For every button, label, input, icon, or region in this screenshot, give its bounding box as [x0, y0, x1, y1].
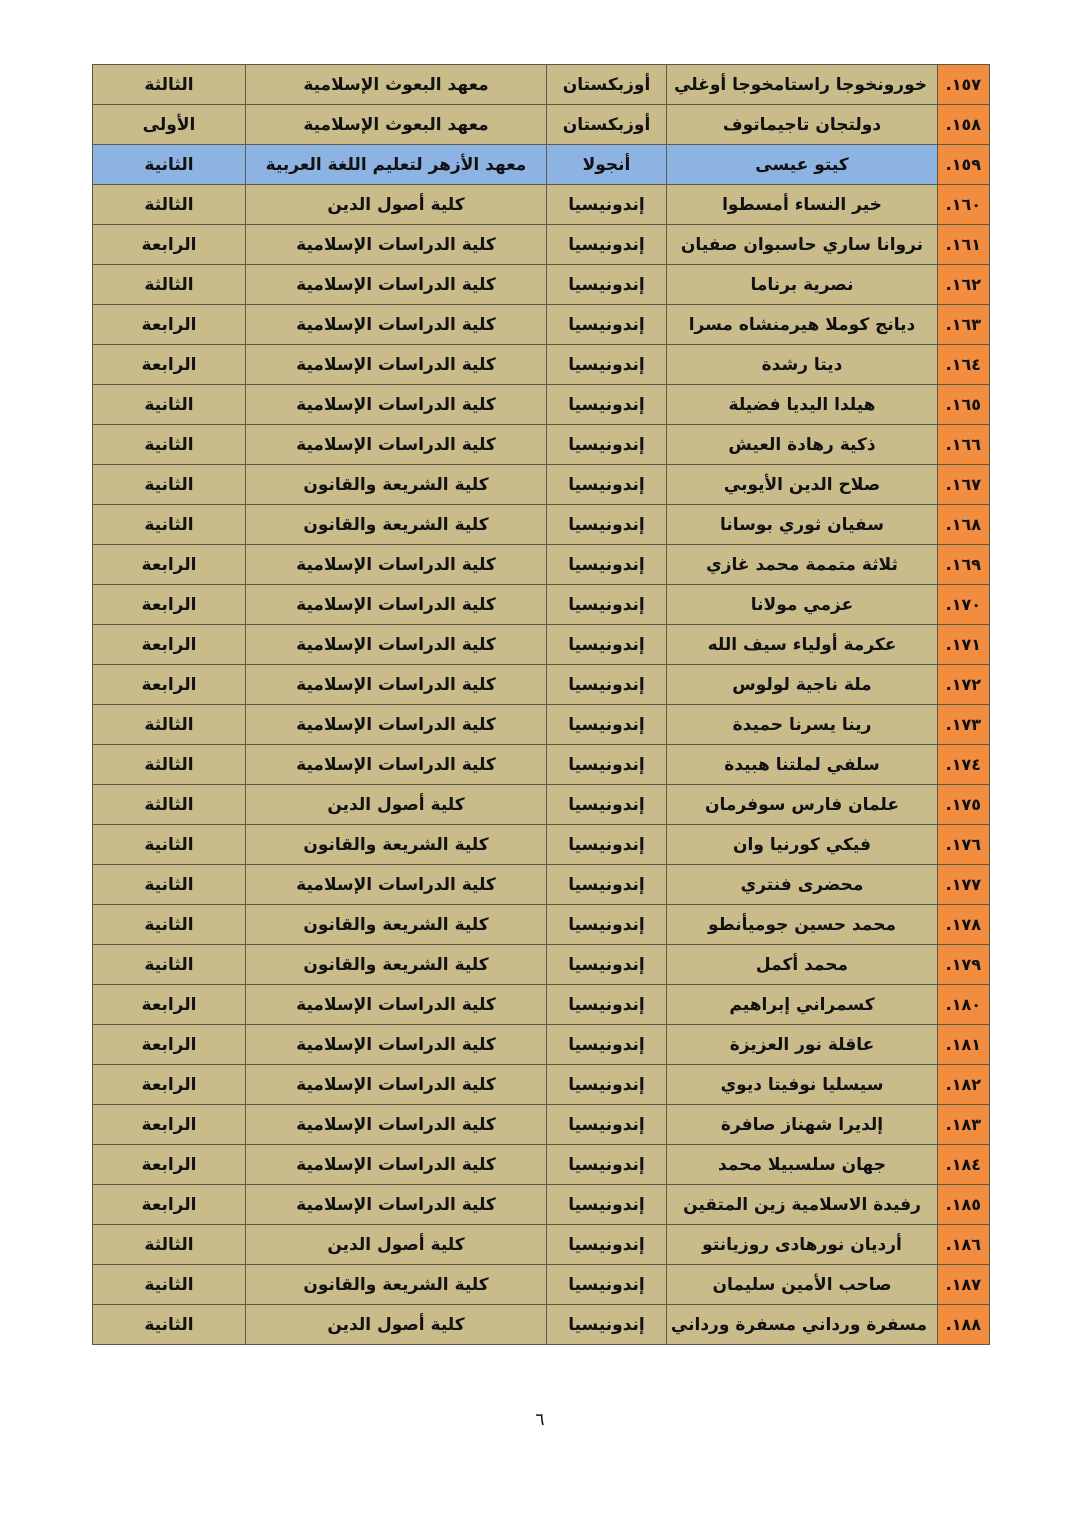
- college-cell: كلية الدراسات الإسلامية: [246, 865, 547, 905]
- row-number-cell: ١٨٧.: [938, 1265, 990, 1305]
- student-name-cell: نروانا ساري حاسبوان صفيان: [667, 225, 938, 265]
- country-cell: إندونيسيا: [547, 225, 667, 265]
- college-cell: معهد الأزهر لتعليم اللغة العربية: [246, 145, 547, 185]
- row-number-cell: ١٨٣.: [938, 1105, 990, 1145]
- college-cell: كلية الدراسات الإسلامية: [246, 545, 547, 585]
- student-name-cell: أرديان نورهادى روزيانتو: [667, 1225, 938, 1265]
- row-number-cell: ١٥٧.: [938, 65, 990, 105]
- academic-year-cell: الثانية: [93, 465, 246, 505]
- academic-year-cell: الثالثة: [93, 265, 246, 305]
- row-number-cell: ١٦٦.: [938, 425, 990, 465]
- table-row: [93, 985, 990, 1025]
- academic-year-cell: الرابعة: [93, 345, 246, 385]
- student-name-cell: هيلدا اليديا فضيلة: [667, 385, 938, 425]
- country-cell: إندونيسيا: [547, 265, 667, 305]
- row-number-cell: ١٧٣.: [938, 705, 990, 745]
- academic-year-cell: الرابعة: [93, 1025, 246, 1065]
- college-cell: معهد البعوث الإسلامية: [246, 65, 547, 105]
- academic-year-cell: الثانية: [93, 945, 246, 985]
- table-row: [93, 705, 990, 745]
- table-row: [93, 825, 990, 865]
- table-row: [93, 785, 990, 825]
- college-cell: كلية الدراسات الإسلامية: [246, 985, 547, 1025]
- academic-year-cell: الرابعة: [93, 625, 246, 665]
- college-cell: كلية الشريعة والقانون: [246, 825, 547, 865]
- row-number-cell: ١٧١.: [938, 625, 990, 665]
- academic-year-cell: الثانية: [93, 145, 246, 185]
- row-number-cell: ١٦٢.: [938, 265, 990, 305]
- college-cell: كلية الدراسات الإسلامية: [246, 305, 547, 345]
- row-number-cell: ١٦٧.: [938, 465, 990, 505]
- table-row: [93, 505, 990, 545]
- row-number-cell: ١٧٥.: [938, 785, 990, 825]
- table-row: [93, 905, 990, 945]
- row-number-cell: ١٨٦.: [938, 1225, 990, 1265]
- student-name-cell: محمد حسين جوميأنطو: [667, 905, 938, 945]
- table-row: [93, 1105, 990, 1145]
- row-number-cell: ١٨٨.: [938, 1305, 990, 1345]
- academic-year-cell: الرابعة: [93, 225, 246, 265]
- academic-year-cell: الرابعة: [93, 985, 246, 1025]
- country-cell: إندونيسيا: [547, 585, 667, 625]
- student-name-cell: دولتجان تاجيماتوف: [667, 105, 938, 145]
- student-name-cell: ديانج كوملا هيرمنشاه مسرا: [667, 305, 938, 345]
- academic-year-cell: الرابعة: [93, 665, 246, 705]
- student-name-cell: مسفرة ورداني مسفرة ورداني: [667, 1305, 938, 1345]
- row-number-cell: ١٧٨.: [938, 905, 990, 945]
- row-number-cell: ١٧٧.: [938, 865, 990, 905]
- college-cell: كلية الشريعة والقانون: [246, 505, 547, 545]
- student-name-cell: محضرى فنتري: [667, 865, 938, 905]
- academic-year-cell: الرابعة: [93, 1185, 246, 1225]
- table-row: [93, 185, 990, 225]
- academic-year-cell: الرابعة: [93, 545, 246, 585]
- student-name-cell: صلاح الدين الأيوبي: [667, 465, 938, 505]
- academic-year-cell: الثانية: [93, 385, 246, 425]
- academic-year-cell: الثانية: [93, 505, 246, 545]
- academic-year-cell: الثالثة: [93, 65, 246, 105]
- student-name-cell: خير النساء أمسطوا: [667, 185, 938, 225]
- country-cell: إندونيسيا: [547, 1105, 667, 1145]
- academic-year-cell: الرابعة: [93, 1105, 246, 1145]
- country-cell: أوزبكستان: [547, 65, 667, 105]
- student-name-cell: ديتا رشدة: [667, 345, 938, 385]
- academic-year-cell: الثالثة: [93, 1225, 246, 1265]
- table-row: [93, 865, 990, 905]
- table-row: [93, 225, 990, 265]
- college-cell: كلية الشريعة والقانون: [246, 945, 547, 985]
- row-number-cell: ١٦٩.: [938, 545, 990, 585]
- country-cell: إندونيسيا: [547, 825, 667, 865]
- table-row: [93, 265, 990, 305]
- row-number-cell: ١٦١.: [938, 225, 990, 265]
- page-number: ٦: [535, 1410, 545, 1430]
- table-row: [93, 1025, 990, 1065]
- country-cell: إندونيسيا: [547, 465, 667, 505]
- table-row: [93, 1225, 990, 1265]
- academic-year-cell: الثانية: [93, 905, 246, 945]
- table-row: [93, 425, 990, 465]
- table-row: [93, 665, 990, 705]
- college-cell: كلية الدراسات الإسلامية: [246, 1025, 547, 1065]
- country-cell: إندونيسيا: [547, 345, 667, 385]
- college-cell: كلية الدراسات الإسلامية: [246, 1105, 547, 1145]
- table-row: [93, 1265, 990, 1305]
- college-cell: كلية الدراسات الإسلامية: [246, 1065, 547, 1105]
- table-row: [93, 465, 990, 505]
- row-number-cell: ١٥٨.: [938, 105, 990, 145]
- row-number-cell: ١٨٤.: [938, 1145, 990, 1185]
- country-cell: إندونيسيا: [547, 945, 667, 985]
- academic-year-cell: الثانية: [93, 1265, 246, 1305]
- student-name-cell: صاحب الأمين سليمان: [667, 1265, 938, 1305]
- student-name-cell: سلفي لملتنا هبيدة: [667, 745, 938, 785]
- academic-year-cell: الأولى: [93, 105, 246, 145]
- academic-year-cell: الثالثة: [93, 785, 246, 825]
- country-cell: إندونيسيا: [547, 625, 667, 665]
- country-cell: إندونيسيا: [547, 705, 667, 745]
- college-cell: كلية الدراسات الإسلامية: [246, 385, 547, 425]
- academic-year-cell: الثالثة: [93, 185, 246, 225]
- table-row: [93, 625, 990, 665]
- row-number-cell: ١٦٤.: [938, 345, 990, 385]
- country-cell: إندونيسيا: [547, 905, 667, 945]
- table-row: [93, 105, 990, 145]
- country-cell: إندونيسيا: [547, 425, 667, 465]
- row-number-cell: ١٨٢.: [938, 1065, 990, 1105]
- student-name-cell: محمد أكمل: [667, 945, 938, 985]
- student-name-cell: إلديرا شهناز صافرة: [667, 1105, 938, 1145]
- country-cell: إندونيسيا: [547, 865, 667, 905]
- academic-year-cell: الرابعة: [93, 1065, 246, 1105]
- table-row: [93, 1305, 990, 1345]
- student-name-cell: كسمراني إبراهيم: [667, 985, 938, 1025]
- country-cell: إندونيسيا: [547, 1025, 667, 1065]
- student-name-cell: عاقلة نور العزيزة: [667, 1025, 938, 1065]
- college-cell: كلية الدراسات الإسلامية: [246, 265, 547, 305]
- college-cell: كلية أصول الدين: [246, 1225, 547, 1265]
- country-cell: إندونيسيا: [547, 1185, 667, 1225]
- country-cell: إندونيسيا: [547, 665, 667, 705]
- student-name-cell: جهان سلسبيلا محمد: [667, 1145, 938, 1185]
- student-name-cell: رفيدة الاسلامية زين المتقين: [667, 1185, 938, 1225]
- student-name-cell: ذكية رهادة العيش: [667, 425, 938, 465]
- student-name-cell: ثلاثة متممة محمد غازي: [667, 545, 938, 585]
- student-name-cell: ملة ناجية لولوس: [667, 665, 938, 705]
- academic-year-cell: الثانية: [93, 1305, 246, 1345]
- college-cell: كلية أصول الدين: [246, 185, 547, 225]
- country-cell: إندونيسيا: [547, 785, 667, 825]
- country-cell: إندونيسيا: [547, 385, 667, 425]
- college-cell: كلية الدراسات الإسلامية: [246, 585, 547, 625]
- academic-year-cell: الثانية: [93, 825, 246, 865]
- academic-year-cell: الرابعة: [93, 1145, 246, 1185]
- country-cell: إندونيسيا: [547, 1145, 667, 1185]
- table-row: [93, 1145, 990, 1185]
- country-cell: إندونيسيا: [547, 1265, 667, 1305]
- college-cell: كلية الدراسات الإسلامية: [246, 1185, 547, 1225]
- college-cell: كلية الشريعة والقانون: [246, 905, 547, 945]
- table-row: [93, 1185, 990, 1225]
- college-cell: كلية الشريعة والقانون: [246, 465, 547, 505]
- academic-year-cell: الثالثة: [93, 705, 246, 745]
- row-number-cell: ١٧٩.: [938, 945, 990, 985]
- table-row: [93, 345, 990, 385]
- table-row: [93, 945, 990, 985]
- student-name-cell: خورونخوجا راستامخوجا أوغلي: [667, 65, 938, 105]
- student-name-cell: نصرية برناما: [667, 265, 938, 305]
- row-number-cell: ١٦٠.: [938, 185, 990, 225]
- country-cell: أنجولا: [547, 145, 667, 185]
- table-row: [93, 1065, 990, 1105]
- country-cell: أوزبكستان: [547, 105, 667, 145]
- student-name-cell: سيسليا نوفيتا ديوي: [667, 1065, 938, 1105]
- academic-year-cell: الثالثة: [93, 745, 246, 785]
- student-name-cell: رينا يسرنا حميدة: [667, 705, 938, 745]
- country-cell: إندونيسيا: [547, 1225, 667, 1265]
- country-cell: إندونيسيا: [547, 1065, 667, 1105]
- country-cell: إندونيسيا: [547, 185, 667, 225]
- college-cell: كلية الدراسات الإسلامية: [246, 705, 547, 745]
- college-cell: كلية الدراسات الإسلامية: [246, 425, 547, 465]
- table-row: [93, 305, 990, 345]
- table-row: [93, 745, 990, 785]
- row-number-cell: ١٨٥.: [938, 1185, 990, 1225]
- college-cell: كلية أصول الدين: [246, 1305, 547, 1345]
- student-name-cell: سفيان ثوري بوسانا: [667, 505, 938, 545]
- academic-year-cell: الثانية: [93, 425, 246, 465]
- college-cell: كلية أصول الدين: [246, 785, 547, 825]
- students-table: [92, 64, 990, 1345]
- row-number-cell: ١٨٠.: [938, 985, 990, 1025]
- academic-year-cell: الرابعة: [93, 305, 246, 345]
- table-row: [93, 385, 990, 425]
- row-number-cell: ١٧٢.: [938, 665, 990, 705]
- college-cell: كلية الشريعة والقانون: [246, 1265, 547, 1305]
- row-number-cell: ١٦٨.: [938, 505, 990, 545]
- country-cell: إندونيسيا: [547, 305, 667, 345]
- table-row: [93, 145, 990, 185]
- college-cell: كلية الدراسات الإسلامية: [246, 345, 547, 385]
- row-number-cell: ١٧٠.: [938, 585, 990, 625]
- row-number-cell: ١٧٦.: [938, 825, 990, 865]
- academic-year-cell: الثانية: [93, 865, 246, 905]
- student-name-cell: عزمي مولانا: [667, 585, 938, 625]
- row-number-cell: ١٦٣.: [938, 305, 990, 345]
- country-cell: إندونيسيا: [547, 985, 667, 1025]
- row-number-cell: ١٥٩.: [938, 145, 990, 185]
- table-row: [93, 585, 990, 625]
- student-name-cell: فيكي كورنيا وان: [667, 825, 938, 865]
- academic-year-cell: الرابعة: [93, 585, 246, 625]
- table-row: [93, 545, 990, 585]
- row-number-cell: ١٧٤.: [938, 745, 990, 785]
- college-cell: معهد البعوث الإسلامية: [246, 105, 547, 145]
- college-cell: كلية الدراسات الإسلامية: [246, 1145, 547, 1185]
- student-name-cell: كيتو عيسى: [667, 145, 938, 185]
- country-cell: إندونيسيا: [547, 505, 667, 545]
- country-cell: إندونيسيا: [547, 745, 667, 785]
- row-number-cell: ١٦٥.: [938, 385, 990, 425]
- college-cell: كلية الدراسات الإسلامية: [246, 625, 547, 665]
- country-cell: إندونيسيا: [547, 545, 667, 585]
- student-name-cell: عكرمة أولياء سيف الله: [667, 625, 938, 665]
- student-name-cell: علمان فارس سوفرمان: [667, 785, 938, 825]
- table-row: [93, 65, 990, 105]
- college-cell: كلية الدراسات الإسلامية: [246, 745, 547, 785]
- college-cell: كلية الدراسات الإسلامية: [246, 665, 547, 705]
- college-cell: كلية الدراسات الإسلامية: [246, 225, 547, 265]
- row-number-cell: ١٨١.: [938, 1025, 990, 1065]
- country-cell: إندونيسيا: [547, 1305, 667, 1345]
